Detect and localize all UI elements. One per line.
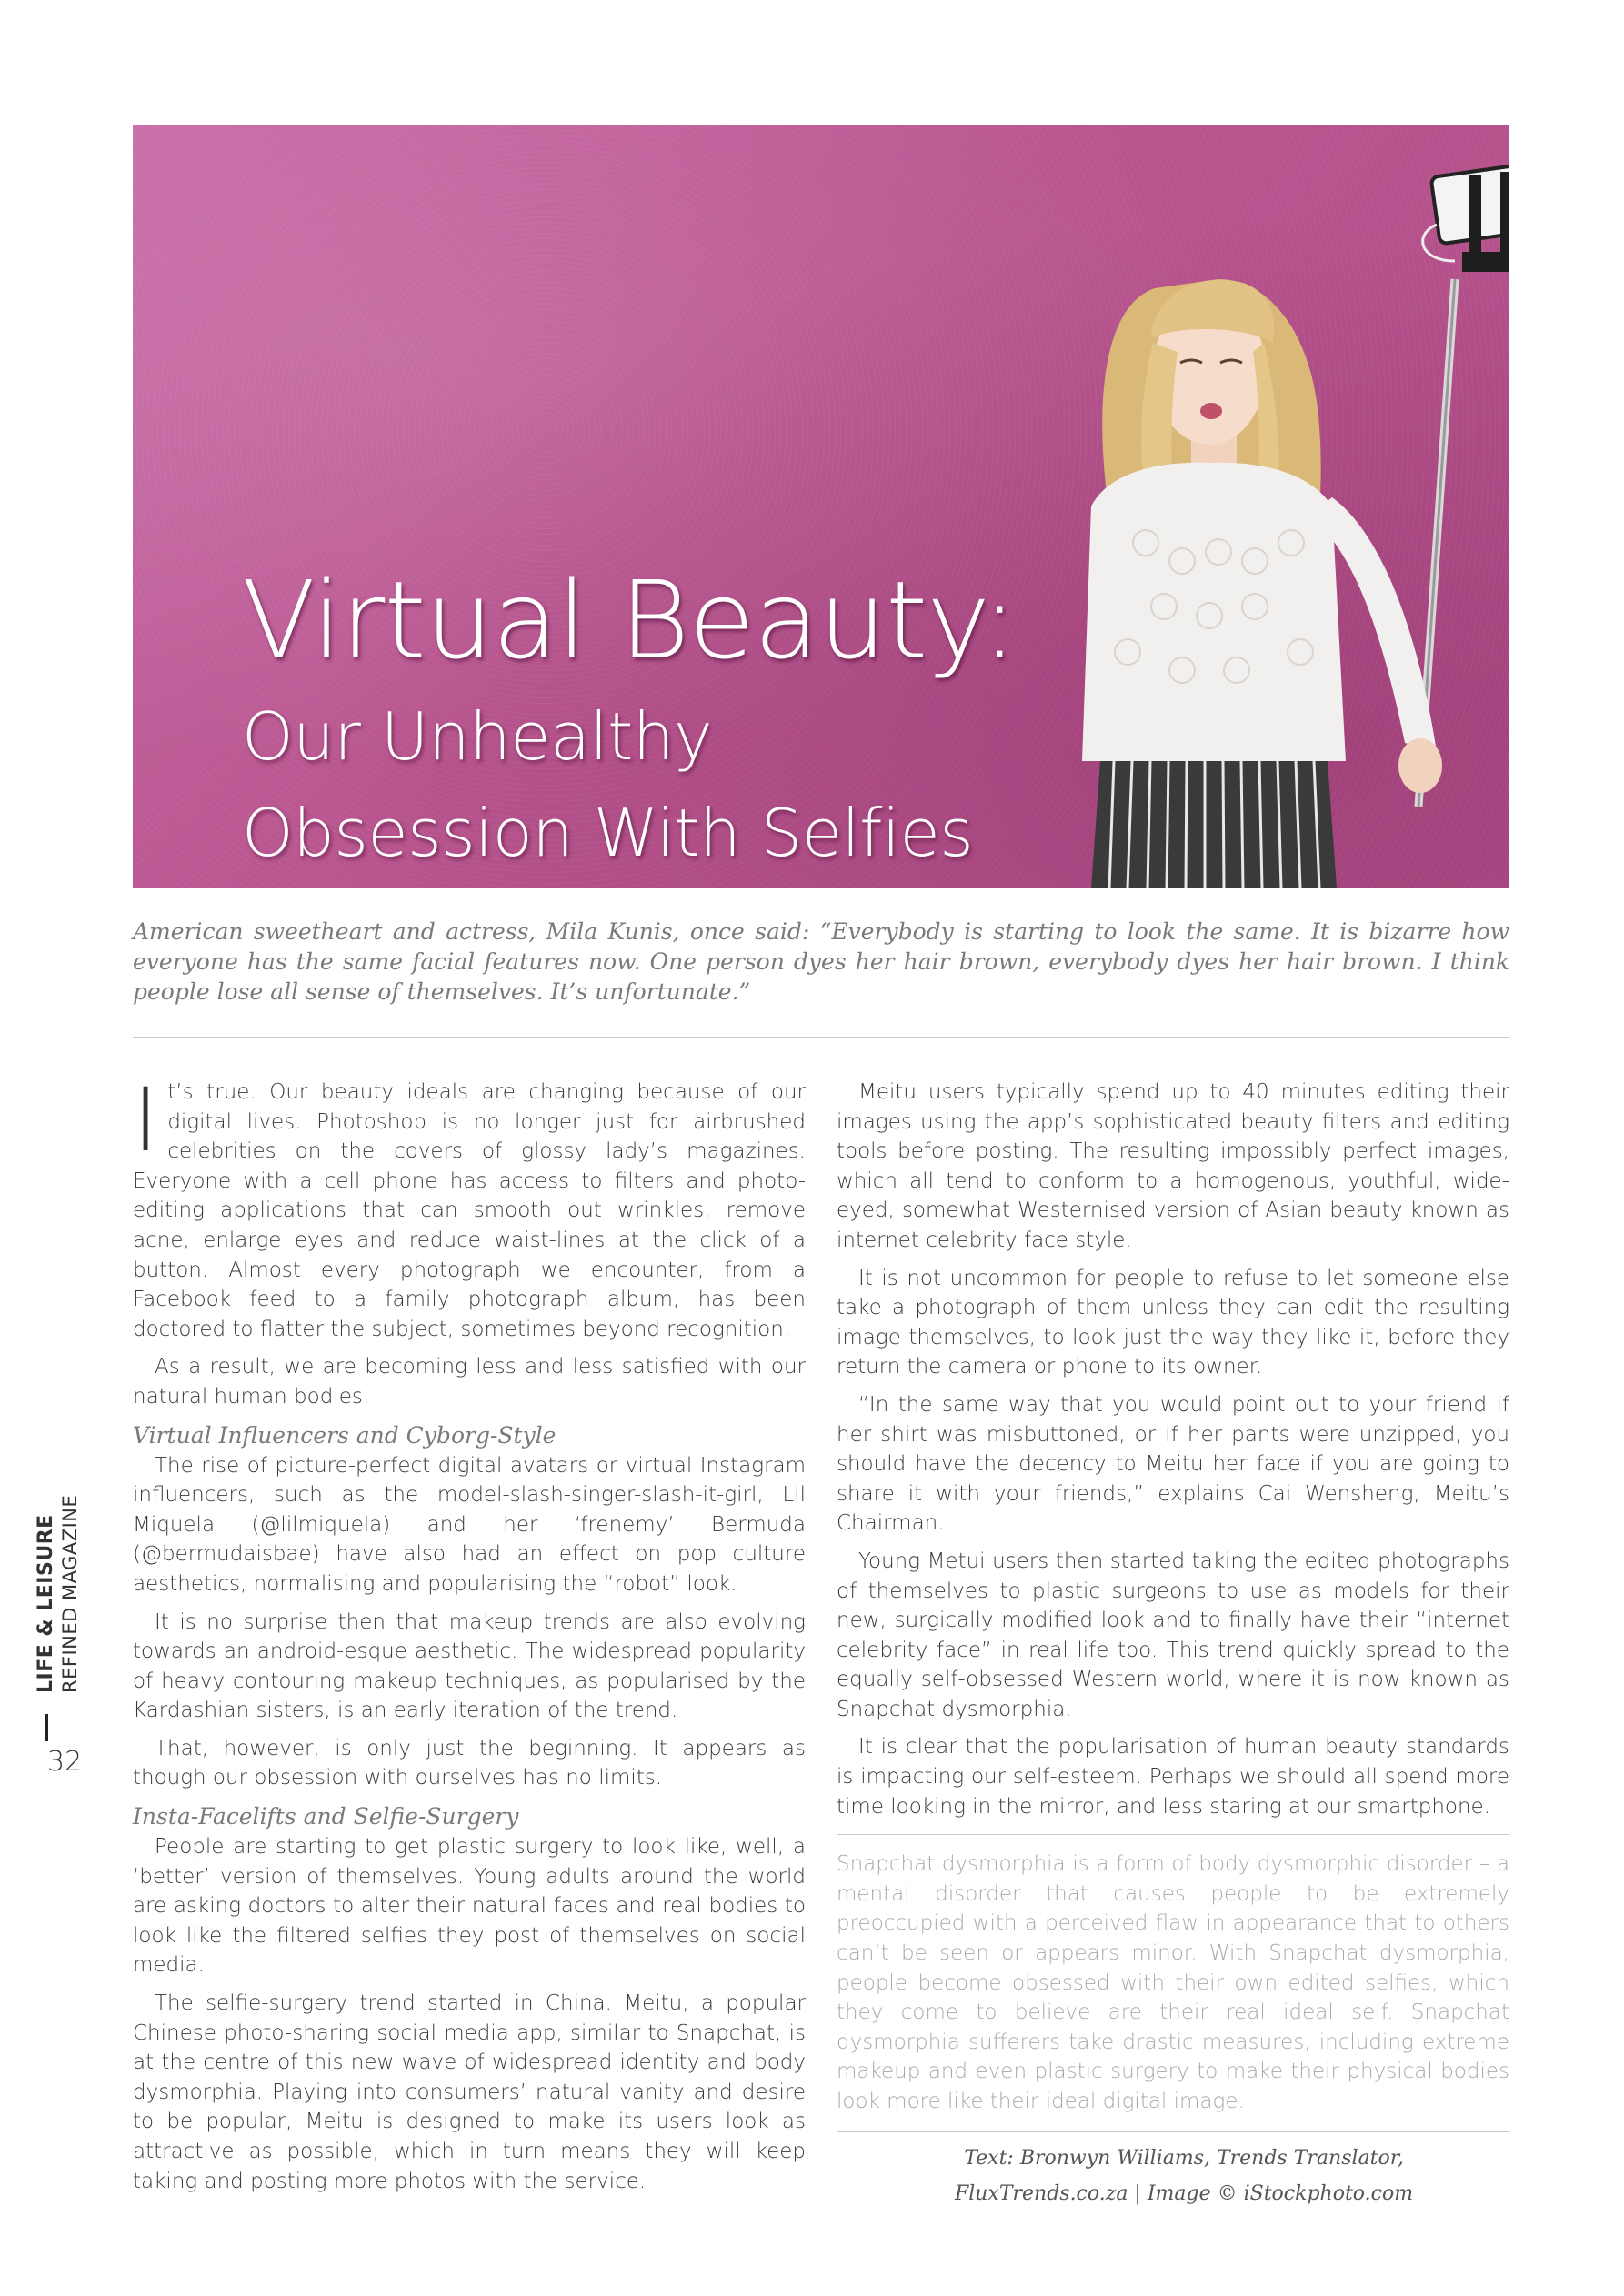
section-name: LIFE & LEISURE	[35, 1514, 57, 1693]
subheading: Virtual Influencers and Cyborg-Style	[133, 1421, 556, 1449]
sidebar-divider-top	[837, 1834, 1509, 1835]
title-line-1: Virtual Beauty:	[242, 557, 1018, 683]
paragraph: That, however, is only just the beginning. It appears as though our obsession with ourselves has no limits.	[133, 1736, 806, 1790]
selfie-woman-illustration	[946, 125, 1509, 888]
intro-divider	[133, 1037, 1509, 1038]
paragraph: It is clear that the popularisation of human beauty standards is impacting our self-esteem. Perhaps we should all spend more time looking in the mirror, and less staring at our smartphone.	[837, 1735, 1509, 1819]
section-label	[35, 1457, 89, 1693]
paragraph: People are starting to get plastic surgery to look like, well, a ‘better’ version of themselves. Young adults around the world are asking doctors to alter their natural faces and real bodies to look like the filtered selfies they post of themselves on social media.	[133, 1835, 806, 1978]
section-divider	[45, 1714, 48, 1741]
hero-image	[133, 125, 1509, 888]
left-column	[133, 1069, 806, 2204]
title-line-3: Obsession With Selfies	[242, 795, 974, 871]
paragraph: It is no surprise then that makeup trends are also evolving towards an android-esque aesthetic. The widespread popularity of heavy contouring makeup techniques, as popularised by the Kardashian sisters, is an early iteration of the trend.	[133, 1609, 806, 1723]
credit-line-2: FluxTrends.co.za | Image © iStockphoto.com	[954, 2181, 1414, 2205]
title-line-2: Our Unhealthy	[242, 698, 713, 775]
paragraph: The rise of picture-perfect digital avatars or virtual Instagram influencers, such as the model-slash-singer-slash-it-girl, Lil Miquela (@lilmiquela) and her ‘frenemy’ Bermuda (@bermudaisbae) have also had an effect on pop culture aesthetics, normalising and popularising the “robot” look.	[133, 1453, 806, 1596]
paragraph: It is not uncommon for people to refuse to let someone else take a photograph of them unless they can edit the resulting image themselves, to look just the way they like it, before they return the camera or phone to its owner.	[837, 1266, 1509, 1379]
paragraph: The selfie-surgery trend started in China. Meitu, a popular Chinese photo-sharing social media app, similar to Snapchat, is at the centre of this new wave of widespread identity and body dysmorphia. Playing into consumers’ natural vanity and desire to be popular, Meitu is designed to make its users look as attractive as possible, which in turn means they will keep taking and posting more photos with the service.	[133, 1991, 806, 2193]
paragraph: Young Metui users then started taking the edited photographs of themselves to plastic surgeons to use as models for their new, surgically modified look and to finally have their “internet celebrity face” in real life too. This trend quickly spread to the equally self-obsessed Western world, where it is now known as Snapchat dysmorphia.	[837, 1549, 1509, 1721]
paragraph: Meitu users typically spend up to 40 minutes editing their images using the app’s sophisticated beauty filters and editing tools before posting. The resulting impossibly perfect images, which all tend to conform to a homogenous, youthful, wide-eyed, somewhat Westernised version of Asian beauty known as internet celebrity face style.	[837, 1080, 1509, 1252]
paragraph: It’s true. Our beauty ideals are changing because of our digital lives. Photoshop is no longer just for airbrushed celebrities on the covers of glossy lady’s magazines. Everyone with a cell phone has access to filters and photo-editing applications that can smooth out wrinkles, remove acne, enlarge eyes and reduce waist-lines at the click of a button. Almost every photograph we encounter, from a Facebook feed to a family photograph album, has been doctored to flatter the subject, sometimes beyond recognition.	[133, 1069, 806, 1341]
right-column	[837, 1078, 1509, 2216]
subheading: Insta-Facelifts and Selfie-Surgery	[133, 1803, 519, 1830]
page-number: 32	[47, 1746, 83, 1778]
article-title	[242, 552, 1017, 881]
paragraph: “In the same way that you would point out to your friend if her shirt was misbuttoned, or if her pants were unzipped, you should have the decency to Meitu her face if you are going to share it with your friends,” explains Cai Wensheng, Meitu’s Chairman.	[837, 1392, 1509, 1536]
sidebar-divider-bottom	[837, 2131, 1509, 2132]
drop-cap: I	[133, 1069, 159, 1171]
credit-line-1: Text: Bronwyn Williams, Trends Translator,	[964, 2146, 1404, 2170]
intro-quote: American sweetheart and actress, Mila Kunis, once said: “Everybody is starting to look the same. It is bizarre how everyone has the same facial features now. One person dyes her hair brown, everybody dyes her hair brown. I think people lose all sense of themselves. It’s unfortunate.”	[133, 918, 1509, 1005]
sidebar-text: Snapchat dysmorphia is a form of body dysmorphic disorder – a mental disorder that causes people to be extremely preoccupied with a perceived flaw in appearance that to others can’t be seen or appears minor. With Snapchat dysmorphia, people become obsessed with their own edited selfies, which they come to believe are their real ideal self. Snapchat dysmorphia sufferers take drastic measures, including extreme makeup and even plastic surgery to make their physical bodies look more like their ideal digital image.	[837, 1852, 1509, 2113]
paragraph: As a result, we are becoming less and less satisfied with our natural human bodies.	[133, 1355, 806, 1409]
magazine-name: REFINED MAGAZINE	[59, 1494, 81, 1693]
